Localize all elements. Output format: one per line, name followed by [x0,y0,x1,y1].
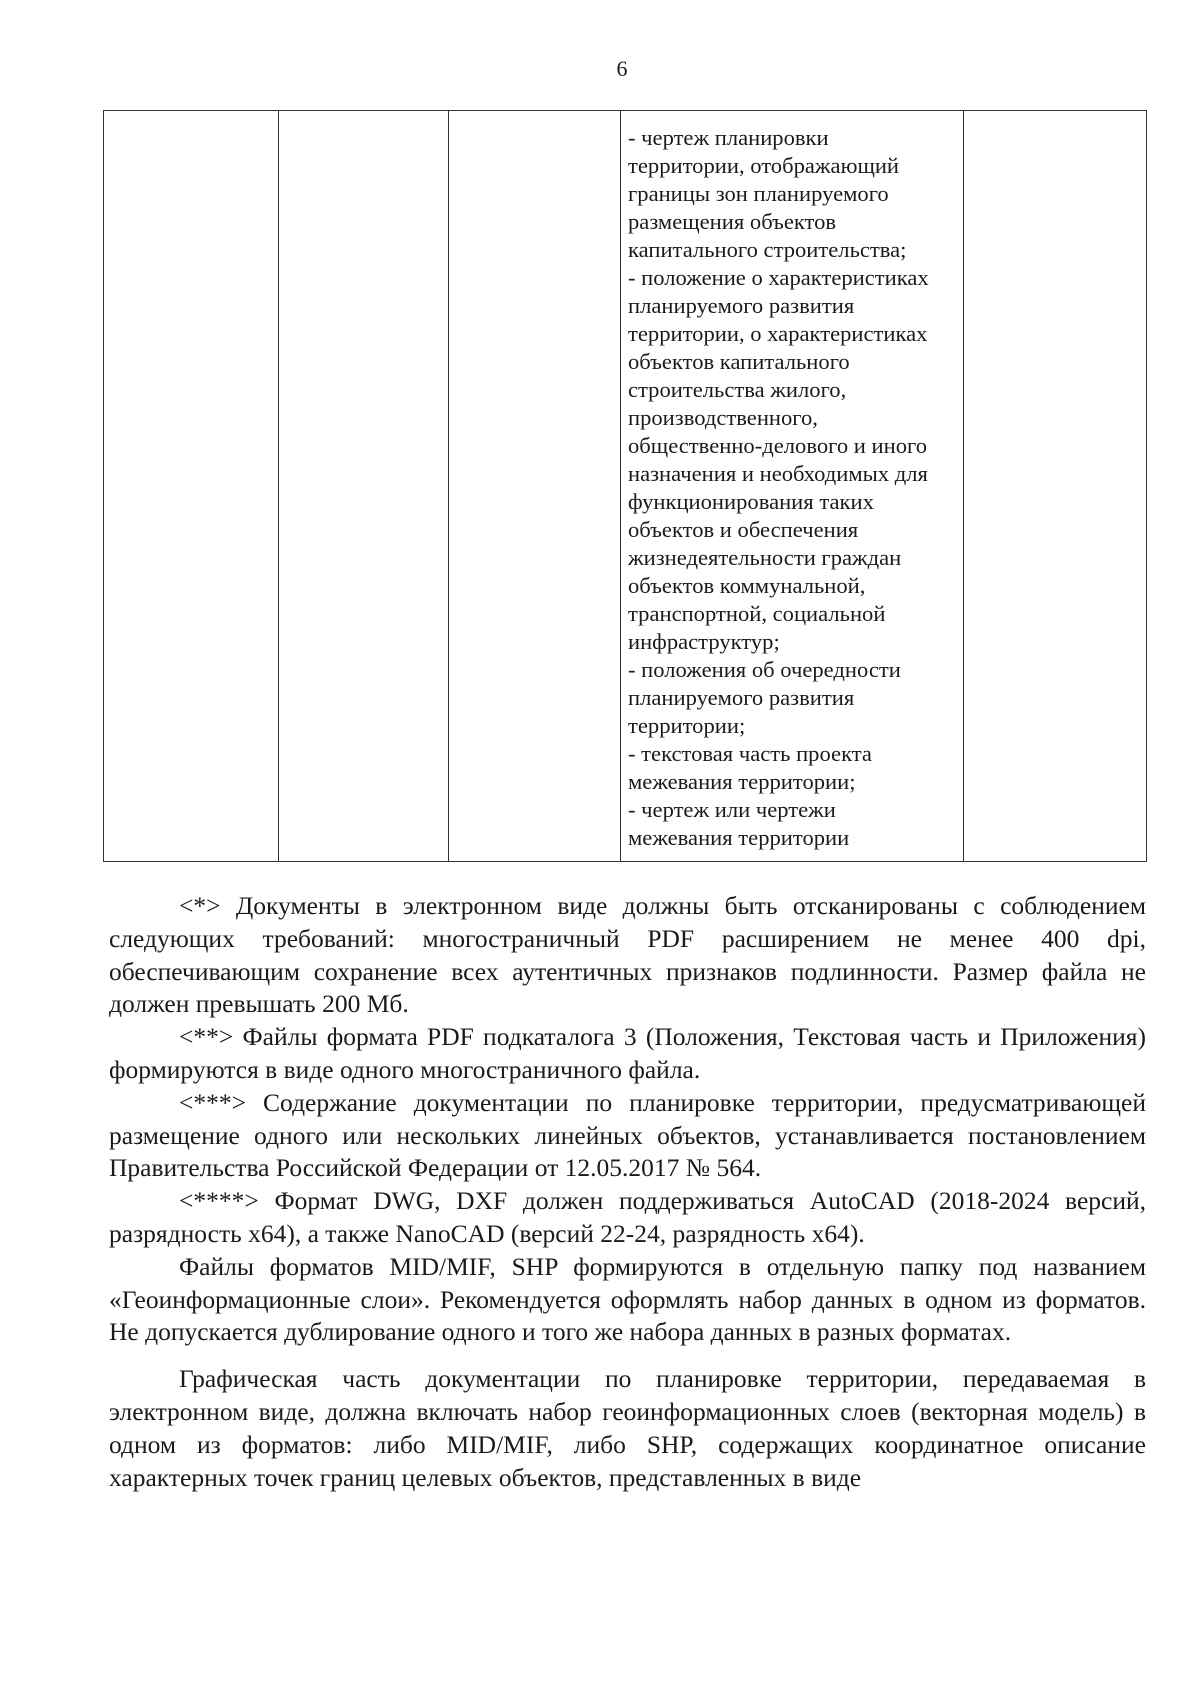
footnote-linear-objects: <***> Содержание документации по планировке территории, предусматривающей размещение одного или нескольких линейных объектов, устанавливается постановлением Правительства Российской Федерации от 12.05.2017 № 564. [109,1087,1146,1183]
footnote-dwg-format: <****> Формат DWG, DXF должен поддерживаться AutoCAD (2018-2024 версий, разрядность x64), а также NanoCAD (версий 22-24, разрядность x64). [109,1186,1146,1248]
footnote-pdf-subcatalog: <**> Файлы формата PDF подкаталога 3 (Положения, Текстовая часть и Приложения) формируются в виде одного многостраничного файла. [109,1022,1146,1084]
cell-line: планируемого развития [628,293,855,318]
cell-line: территории; [628,713,746,738]
footnote-pdf-requirements: <*> Документы в электронном виде должны быть отсканированы с соблюдением следующих требований: многостраничный PDF расширением не менее 400 dpi, обеспечивающим сохранение всех аутентичных признаков подлинности. Размер файла не должен превышать 200 Мб. [109,891,1146,1019]
cell-line: объектов и обеспечения [628,517,859,542]
cell-line: объектов капитального [628,349,850,374]
table-cell-empty-3 [449,111,621,862]
cell-line: инфраструктур; [628,629,780,654]
cell-line: - положения об очередности [628,657,901,682]
requirements-table [103,110,1147,862]
table-cell-document-list [621,111,964,862]
table-cell-empty-1 [104,111,279,862]
cell-line: межевания территории; [628,769,856,794]
cell-line: территории, отображающий [628,153,900,178]
cell-line: функционирования таких [628,489,874,514]
table-cell-empty-2 [279,111,449,862]
cell-line: строительства жилого, [628,377,847,402]
cell-line: размещения объектов [628,209,837,234]
cell-line: территории, о характеристиках [628,321,928,346]
cell-line: - положение о характеристиках [628,265,929,290]
cell-line: объектов коммунальной, [628,573,866,598]
cell-line: - чертеж или чертежи [628,797,836,822]
paragraph-gis-layers-folder: Файлы форматов MID/MIF, SHP формируются в отдельную папку под названием «Геоинформационные слои». Рекомендуется оформлять набор данных в одном из форматов. Не допускается дублирование одного и того же набора данных в разных форматах. [109,1251,1146,1347]
cell-line: планируемого развития [628,685,855,710]
cell-line: капитального строительства; [628,237,907,262]
page-number: 6 [616,56,628,81]
cell-line: общественно-делового и иного [628,433,928,458]
cell-line: назначения и необходимых для [628,461,928,486]
cell-line: границы зон планируемого [628,181,889,206]
table-cell-empty-5 [964,111,1147,862]
cell-line: - текстовая часть проекта [628,741,872,766]
cell-line: - чертеж планировки [628,125,829,150]
cell-line: транспортной, социальной [628,601,886,626]
paragraph-graphic-part: Графическая часть документации по планировке территории, передаваемая в электронном виде, должна включать набор геоинформационных слоев (векторная модель) в одном из форматов: либо MID/MIF, либо SHP, содержащих координатное описание характерных точек границ целевых объектов, представленных в виде [109,1364,1146,1492]
cell-line: жизнедеятельности граждан [628,545,902,570]
footnotes-section [109,890,1146,1494]
cell-line: производственного, [628,405,818,430]
table-row [104,111,1147,862]
cell-line: межевания территории [628,825,850,850]
